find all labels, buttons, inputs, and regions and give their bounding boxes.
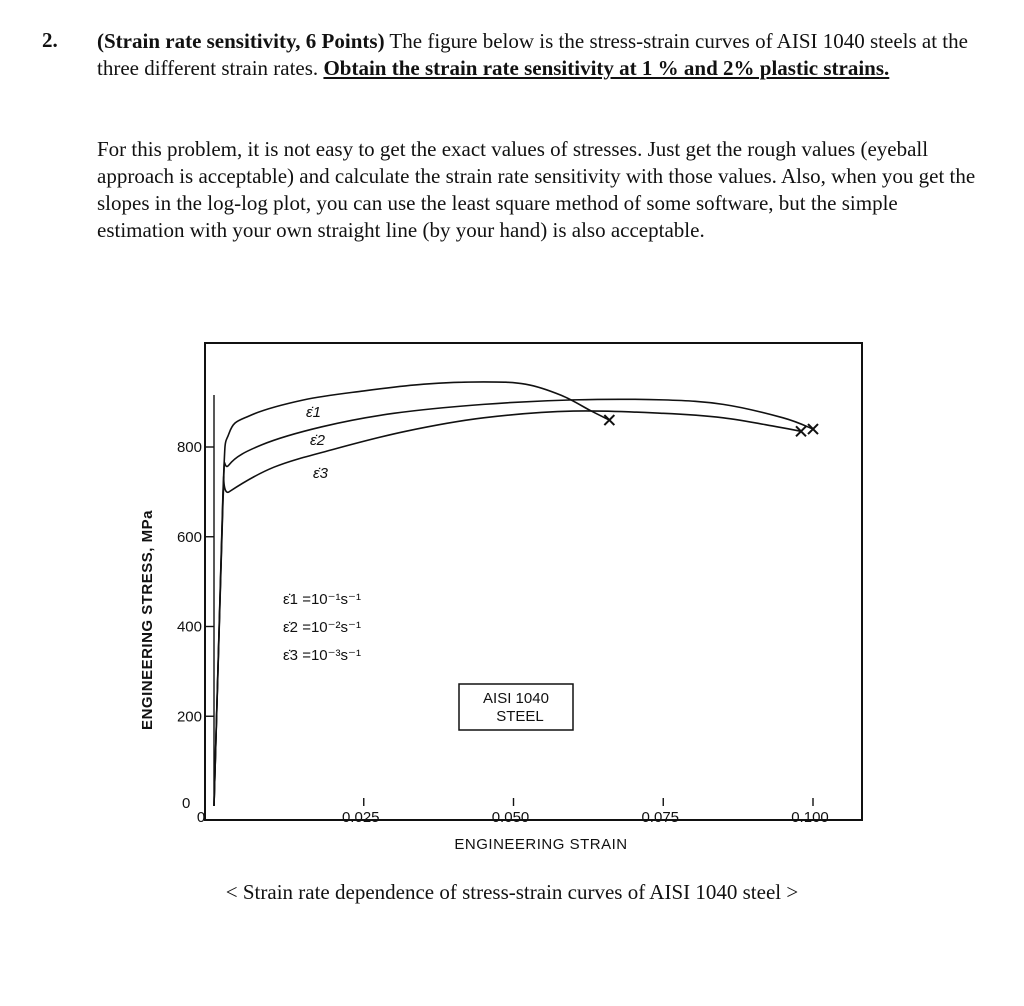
annotation-line-2: STEEL <box>496 708 544 725</box>
x-axis-label: ENGINEERING STRAIN <box>454 836 628 853</box>
plot-frame <box>205 343 862 820</box>
curve-label-e3: ε̇3 <box>313 465 328 482</box>
question-intro: The figure below is the stress-strain curves of AISI 1040 steels at the three different strain rates. <box>97 29 968 80</box>
figure-caption: < Strain rate dependence of stress-strain curves of AISI 1040 steel > <box>225 880 799 904</box>
y-ticks <box>177 439 214 725</box>
y-tick-label: 200 <box>176 708 202 726</box>
x-tick-label: 0.050 <box>491 809 530 826</box>
curve-label-e1: ε̇1 <box>306 404 321 421</box>
x-ticks <box>197 798 829 826</box>
y-axis-label: ENGINEERING STRESS, MPa <box>139 510 156 730</box>
y-tick-label: 600 <box>176 528 202 546</box>
x-tick-label: 0.100 <box>791 809 829 826</box>
question-task: Obtain the strain rate sensitivity at 1 % and 2% plastic strains. <box>323 56 890 80</box>
question-title: (Strain rate sensitivity, 6 Points) <box>97 29 385 53</box>
legend-entry-1: ε̇1 =10⁻¹s⁻¹ <box>283 591 361 608</box>
legend-entry-3: ε̇3 =10⁻³s⁻¹ <box>283 647 361 664</box>
x-tick-label: 0 <box>196 809 206 826</box>
x-tick-label: 0.075 <box>641 809 680 826</box>
fracture-marker-2 <box>808 424 818 434</box>
legend-entry-2: ε̇2 =10⁻²s⁻¹ <box>283 619 361 636</box>
curve-label-e2: ε̇2 <box>310 432 325 449</box>
annotation-line-1: AISI 1040 <box>483 690 549 707</box>
curve-series-3 <box>214 411 801 806</box>
x-tick-label: 0.025 <box>341 809 380 826</box>
y-tick-label: 800 <box>176 439 202 456</box>
instructions-paragraph: For this problem, it is not easy to get the exact values of stresses. Just get the rough values (eyeball approach is acceptable) and calculate the strain rate sensitivity with those values. Also, when you get the slopes in the log-log plot, you can use the least square method of some software, but the simple estimation with your own straight line (by your hand) is also acceptable. <box>97 137 976 242</box>
origin-label: 0 <box>182 795 191 812</box>
fracture-marker-1 <box>604 415 614 425</box>
question-number: 2. <box>42 28 58 52</box>
curve-series-1 <box>214 382 609 806</box>
y-tick-label: 400 <box>176 618 202 636</box>
